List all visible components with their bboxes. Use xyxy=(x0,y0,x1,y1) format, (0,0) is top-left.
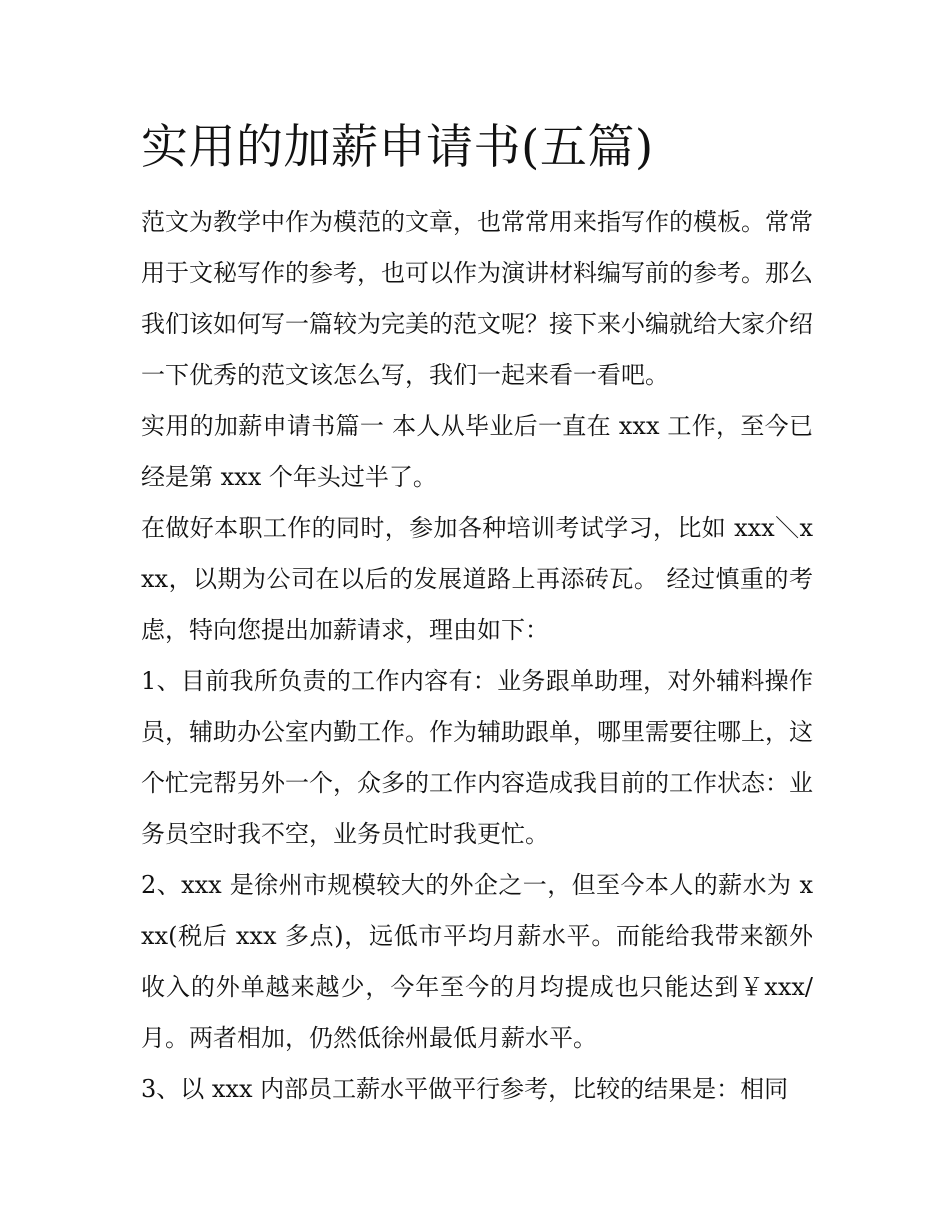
paragraph-intro: 范文为教学中作为模范的文章，也常常用来指写作的模板。常常用于文秘写作的参考，也可以作为演讲材料编写前的参考。那么我们该如何写一篇较为完美的范文呢？接下来小编就给大家介绍一下优秀的范文该怎么写，我们一起来看一看吧。 xyxy=(141,208,813,389)
paragraph-letter-opening: 实用的加薪申请书篇一 本人从毕业后一直在 xxx 工作，至今已经是第 xxx 个年头过半了。 xyxy=(141,412,813,491)
paragraph-reason-2: 2、xxx 是徐州市规模较大的外企之一，但至今本人的薪水为 xxx(税后 xxx 多点)，远低市平均月薪水平。而能给我带来额外收入的外单越来越少，今年至今的月均提成也只能达到￥xxx/月。两者相加，仍然低徐州最低月薪水平。 xyxy=(141,871,813,1052)
paragraph-reason-1: 1、目前我所负责的工作内容有：业务跟单助理，对外辅料操作员，辅助办公室内勤工作。作为辅助跟单，哪里需要往哪上，这个忙完帮另外一个，众多的工作内容造成我目前的工作状态：业务员空时我不空，业务员忙时我更忙。 xyxy=(141,667,813,848)
document-body xyxy=(141,197,813,1115)
document-title: 实用的加薪申请书(五篇) xyxy=(141,120,654,175)
paragraph-request: 在做好本职工作的同时，参加各种培训考试学习，比如 xxx＼xxx，以期为公司在以后的发展道路上再添砖瓦。 经过慎重的考虑，特向您提出加薪请求，理由如下： xyxy=(141,514,813,644)
paragraph-reason-3: 3、以 xxx 内部员工薪水平做平行参考，比较的结果是：相同 xyxy=(141,1075,789,1103)
